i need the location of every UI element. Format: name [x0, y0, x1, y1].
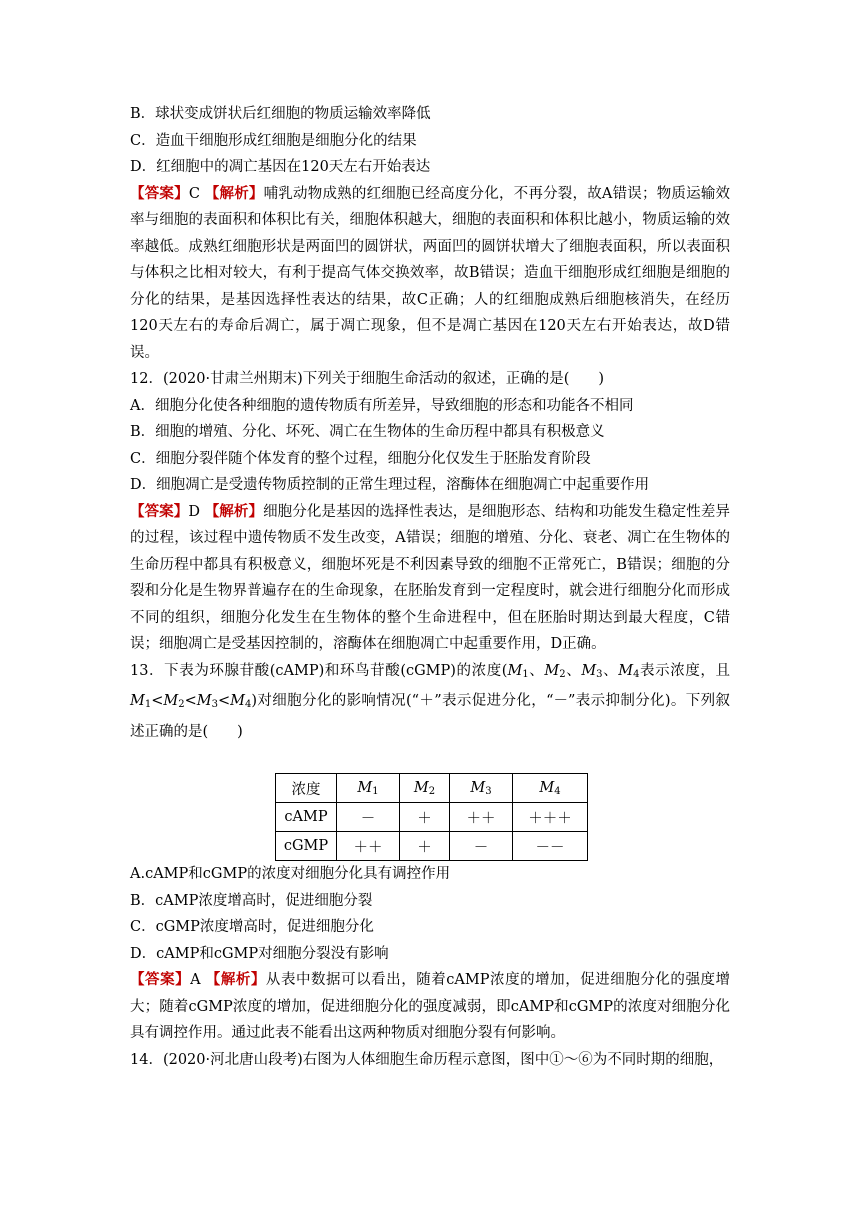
- concentration-table: [275, 773, 588, 861]
- subscript: 1: [372, 785, 379, 797]
- var-m: M: [163, 693, 179, 709]
- var-m: M: [539, 779, 555, 796]
- table-cell: ＋: [400, 803, 450, 832]
- subscript: 1: [522, 668, 529, 680]
- q13-answer: A: [190, 972, 201, 988]
- var-m: M: [507, 662, 523, 679]
- separator: 、: [565, 662, 582, 679]
- var-m: M: [544, 662, 560, 679]
- q13-option-c: C．cGMP浓度增高时，促进细胞分化: [130, 919, 374, 935]
- separator: 、: [602, 662, 619, 679]
- less-than: <: [151, 693, 164, 709]
- table-cell: cAMP: [276, 803, 337, 832]
- q11-option-d: D．红细胞中的凋亡基因在120天左右开始表达: [130, 159, 431, 175]
- q13-stem-part: 表示浓度，且: [639, 662, 731, 679]
- less-than: <: [218, 693, 231, 709]
- q12-option-a: A．细胞分化使各种细胞的遗传物质有所差异，导致细胞的形态和功能各不相同: [130, 397, 634, 414]
- table-header-cell: 浓度: [276, 774, 337, 803]
- q12-option-d: D．细胞凋亡是受遗传物质控制的正常生理过程，溶酶体在细胞凋亡中起重要作用: [130, 477, 650, 493]
- q13-stem-part: )对细胞分化的影响情况(“＋”表示促进分化，“－”表示抑制分化)。下列叙述正确的是( ): [130, 693, 730, 740]
- q12-option-b: B．细胞的增殖、分化、坏死、凋亡在生物体的生命历程中都具有积极意义: [130, 424, 605, 440]
- subscript: 3: [211, 699, 219, 710]
- table-header-row: [276, 774, 588, 803]
- var-m: M: [130, 693, 145, 709]
- q13-analysis: 从表中数据可以看出，随着cAMP浓度的增加，促进细胞分化的强度增大；随着cGMP浓度的增加，促进细胞分化的强度减弱，即cAMP和cGMP的浓度对细胞分化具有调控作用。通过此表不能看出这两种物质对细胞分裂有何影响。: [130, 972, 731, 1041]
- table-header-cell: [450, 774, 513, 803]
- var-m: M: [357, 779, 373, 796]
- table-row: [276, 832, 588, 861]
- subscript: 2: [178, 699, 185, 710]
- subscript: 2: [428, 785, 436, 797]
- q11-answer-tag: 【答案】: [130, 184, 189, 202]
- q12-answer-block: [130, 499, 730, 658]
- var-m: M: [470, 779, 486, 796]
- q11-analysis: 哺乳动物成熟的红细胞已经高度分化，不再分裂，故A错误；物质运输效率与细胞的表面积和体积比有关，细胞体积越大，细胞的表面积和体积比越小，物质运输的效率越低。成熟红细胞形状是两面凹的圆饼状，两面凹的圆饼状增大了细胞表面积，所以表面积与体积之比相对较大，有利于提高气体交换效率，故B错误；造血干细胞形成红细胞是细胞的分化的结果，是基因选择性表达的结果，故C正确；人的红细胞成熟后细胞核消失，在经历120天左右的寿命后凋亡，属于凋亡现象，但不是凋亡基因在120天左右开始表达，故D错误。: [130, 185, 731, 361]
- table-cell: ＋＋＋: [513, 803, 588, 832]
- q11-answer: C: [188, 185, 200, 202]
- q13-answer-tag: 【答案】: [130, 971, 191, 988]
- subscript: 4: [554, 785, 561, 797]
- var-m: M: [581, 662, 597, 679]
- subscript: 1: [144, 699, 152, 710]
- var-m: M: [230, 693, 246, 709]
- q11-answer-block: [130, 181, 730, 367]
- q11-analysis-tag: 【解析】: [204, 184, 264, 202]
- table-cell: cGMP: [276, 832, 337, 861]
- q13-option-a: A.cAMP和cGMP的浓度对细胞分化具有调控作用: [130, 866, 451, 882]
- q11-option-b: B．球状变成饼状后红细胞的物质运输效率降低: [130, 106, 431, 122]
- q12-stem: 12．(2020·甘肃兰州期末)下列关于细胞生命活动的叙述，正确的是( ): [130, 371, 605, 387]
- table-cell: ＋: [400, 832, 450, 861]
- document-body: [130, 101, 730, 1073]
- separator: 、: [528, 662, 545, 679]
- q12-analysis: 细胞分化是基因的选择性表达，是细胞形态、结构和功能发生稳定性差异的过程，该过程中遗传物质不发生改变，A错误；细胞的增殖、分化、衰老、凋亡在生物体的生命历程中都具有积极意义，细胞坏死是不利因素导致的细胞不正常死亡，B错误；细胞的分裂和分化是生物界普遍存在的生命现象，在胚胎发育到一定程度时，就会进行细胞分化而形成不同的组织，细胞分化发生在生物体的整个生命进程中，但在胚胎时期达到最大程度，C错误；细胞凋亡是受基因控制的，溶酶体在细胞凋亡中起重要作用，D正确。: [130, 503, 730, 652]
- q13-option-b: B．cAMP浓度增高时，促进细胞分裂: [130, 892, 373, 909]
- q12-option-c: C．细胞分裂伴随个体发育的整个过程，细胞分化仅发生于胚胎发育阶段: [130, 450, 591, 467]
- var-m: M: [196, 693, 212, 709]
- subscript: 3: [596, 668, 603, 680]
- table-header-cell: [337, 774, 400, 803]
- q13-option-d: D．cAMP和cGMP对细胞分裂没有影响: [130, 945, 389, 962]
- subscript: 3: [485, 785, 492, 797]
- q13-stem-part: 13．下表为环腺苷酸(cAMP)和环鸟苷酸(cGMP)的浓度(: [130, 662, 508, 679]
- q11-option-c: C．造血干细胞形成红细胞是细胞分化的结果: [130, 132, 417, 149]
- table-header-cell: [400, 774, 450, 803]
- q13-stem: [130, 658, 730, 746]
- table-cell: －: [337, 803, 400, 832]
- table-cell: ＋＋: [337, 832, 400, 861]
- table-cell: ＋＋: [450, 803, 513, 832]
- var-m: M: [413, 779, 429, 796]
- less-than: <: [184, 693, 197, 709]
- subscript: 4: [633, 668, 640, 680]
- table-cell: －－: [513, 832, 588, 861]
- table-header-cell: [513, 774, 588, 803]
- subscript: 2: [559, 668, 566, 680]
- subscript: 4: [245, 699, 252, 710]
- table-cell: －: [450, 832, 513, 861]
- q14-stem: 14．(2020·河北唐山段考)右图为人体细胞生命历程示意图，图中①～⑥为不同时期的细胞，: [130, 1051, 724, 1068]
- table-row: [276, 803, 588, 832]
- q13-analysis-tag: 【解析】: [205, 971, 266, 988]
- q12-answer-tag: 【答案】: [130, 502, 189, 520]
- q12-analysis-tag: 【解析】: [204, 502, 264, 520]
- q13-answer-block: [130, 967, 730, 1047]
- q12-answer: D: [188, 503, 201, 520]
- var-m: M: [618, 662, 634, 679]
